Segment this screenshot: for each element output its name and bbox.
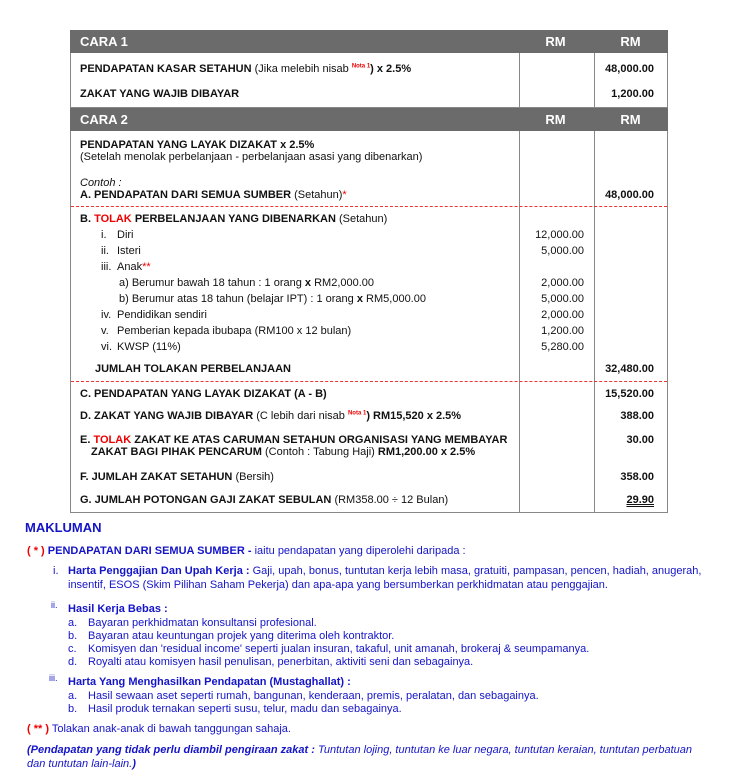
double-star-mark: ( ** ) — [27, 723, 49, 735]
row-g-value: 29.90 — [626, 494, 654, 506]
cara1-body — [70, 53, 668, 108]
row-e-prefix: E. — [80, 434, 91, 446]
item-label: KWSP (11%) — [117, 341, 181, 353]
item-value: 12,000.00 — [535, 229, 584, 241]
list-text: Hasil produk ternakan seperti susu, telur, madu dan sebagainya. — [88, 703, 402, 715]
item-num: v. — [101, 325, 109, 337]
list-text: Hasil sewaan aset seperti rumah, bangunan, kenderaan, premis, peralatan, dan sebagainya. — [88, 690, 539, 702]
item-label2: RM2,000.00 — [314, 277, 375, 289]
item-label2: RM5,000.00 — [366, 293, 426, 305]
iii-title: Harta Yang Menghasilkan Pendapatan (Mustaghallat) : — [68, 676, 351, 688]
item-value: 5,000.00 — [541, 293, 584, 305]
row-a-label: A. PENDAPATAN DARI SEMUA SUMBER — [80, 189, 292, 201]
excluded-income-note-line2 — [27, 758, 136, 770]
list-letter: c. — [68, 643, 77, 655]
double-star-note-row — [27, 723, 291, 735]
cara1-row2-label: ZAKAT YANG WAJIB DIBAYAR — [80, 88, 240, 100]
row-b-label: PERBELANJAAN YANG DIBENARKAN — [134, 213, 336, 225]
row-d-note: (C lebih dari nisab — [256, 410, 345, 422]
dashed-divider — [71, 206, 667, 207]
item-num: iii. — [101, 261, 112, 273]
cara2-body — [70, 131, 668, 513]
item-num: iv. — [101, 309, 112, 321]
list-letter: a. — [68, 617, 78, 629]
item-value: 2,000.00 — [541, 277, 584, 289]
row-e-note2: RM1,200.00 x 2.5% — [377, 446, 476, 458]
item-label: Pendidikan sendiri — [117, 309, 207, 321]
star-text: iaitu pendapatan yang diperolehi daripada : — [254, 545, 466, 557]
ii-item-b — [68, 630, 395, 642]
iii-num: iii. — [49, 673, 58, 683]
i-row — [68, 565, 701, 577]
item-star: ** — [142, 261, 151, 273]
excluded-note-title: (Pendapatan yang tidak perlu diambil pengiraan zakat : — [27, 744, 315, 756]
row-a-star: * — [342, 189, 347, 201]
list-letter: d. — [68, 656, 78, 668]
row-e-note: (Contoh : Tabung Haji) — [264, 446, 375, 458]
item-num: vi. — [101, 341, 112, 353]
jumlah-label: JUMLAH TOLAKAN PERBELANJAAN — [95, 363, 291, 375]
cara2-header — [70, 108, 668, 131]
double-star-text: Tolakan anak-anak di bawah tanggungan sahaja. — [51, 723, 291, 735]
item-label: Anak — [117, 261, 143, 273]
cara1-header — [70, 30, 668, 53]
excluded-note-text: Tuntutan lojing, tuntutan ke luar negara, tuntutan keraian, tuntutan perbatuan — [317, 744, 693, 756]
item-num: i. — [101, 229, 107, 241]
zakat-calculation-table — [70, 30, 668, 513]
row-g-label: G. JUMLAH POTONGAN GAJI ZAKAT SEBULAN — [80, 494, 332, 506]
cara1-rm-col2: RM — [620, 34, 641, 49]
item-label: Isteri — [117, 245, 141, 257]
cara2-rm-col1: RM — [545, 112, 566, 127]
nota-1-mark: Nota 1 — [347, 410, 367, 417]
item-label: Pemberian kepada ibubapa (RM100 x 12 bulan) — [117, 325, 352, 337]
ii-item-d — [68, 656, 474, 668]
item-value: 2,000.00 — [541, 309, 584, 321]
row-b-prefix: B. — [80, 213, 91, 225]
item-label: a) Berumur bawah 18 tahun : 1 orang — [119, 277, 302, 289]
nota-1-mark: Nota 1 — [351, 63, 371, 70]
list-letter: a. — [68, 690, 78, 702]
cara2-formula-title: PENDAPATAN YANG LAYAK DIZAKAT x 2.5% — [80, 139, 315, 151]
cara1-row1-label: PENDAPATAN KASAR SETAHUN — [80, 63, 252, 75]
row-f-note: (Bersih) — [235, 471, 274, 483]
ii-title: Hasil Kerja Bebas : — [68, 603, 168, 615]
list-text: Bayaran perkhidmatan konsultansi profesional. — [88, 617, 317, 629]
cara1-title: CARA 1 — [80, 34, 128, 49]
row-c-label: C. PENDAPATAN YANG LAYAK DIZAKAT (A - B) — [80, 388, 327, 400]
row-a-note: (Setahun) — [294, 189, 343, 201]
list-text: Bayaran atau keuntungan projek yang diterima oleh kontraktor. — [88, 630, 395, 642]
i-text: Gaji, upah, bonus, tuntutan kerja lebih masa, gratuiti, pampasan, pencen, hadiah, anugerah, — [252, 565, 702, 577]
item-multiply: x — [356, 293, 363, 305]
excluded-note-text2: dan tuntutan lain-lain. — [27, 758, 133, 770]
row-e-tolak: TOLAK — [93, 434, 132, 446]
cara1-row1-value: 48,000.00 — [605, 63, 654, 75]
iii-item-a — [68, 690, 539, 702]
row-d-label: D. ZAKAT YANG WAJIB DIBAYAR — [80, 410, 254, 422]
ii-num: ii. — [51, 600, 58, 610]
item-num: ii. — [101, 245, 109, 257]
item-label: Diri — [117, 229, 134, 241]
star-note-row — [27, 545, 466, 557]
row-c-value: 15,520.00 — [605, 388, 654, 400]
i-text2: insentif, ESOS (Skim Pilihan Saham Pekerja) dan apa-apa yang bersumberkan perkhidmatan atau penggajian. — [68, 579, 608, 591]
row-b-note: (Setahun) — [338, 213, 388, 225]
list-text: Komisyen dan 'residual income' seperti jualan insuran, takaful, unit amanah, brokeraj & seumpamanya. — [88, 643, 590, 655]
iii-item-b — [68, 703, 402, 715]
cara1-row1-note-post: ) x 2.5% — [370, 63, 412, 75]
item-value: 5,280.00 — [541, 341, 584, 353]
jumlah-value: 32,480.00 — [605, 363, 654, 375]
cara2-title: CARA 2 — [80, 112, 128, 127]
row-d-value: 388.00 — [620, 410, 654, 422]
cara1-row2-value: 1,200.00 — [611, 88, 654, 100]
item-value: 1,200.00 — [541, 325, 584, 337]
item-value: 5,000.00 — [541, 245, 584, 257]
star-mark: ( * ) — [27, 545, 45, 557]
row-a-value: 48,000.00 — [605, 189, 654, 201]
item-label: b) Berumur atas 18 tahun (belajar IPT) : 1 orang — [119, 293, 354, 305]
star-label: PENDAPATAN DARI SEMUA SUMBER - — [47, 545, 252, 557]
contoh-label: Contoh : — [80, 177, 122, 189]
row-f-label: F. JUMLAH ZAKAT SETAHUN — [80, 471, 233, 483]
row-e-label: ZAKAT KE ATAS CARUMAN SETAHUN ORGANISASI YANG MEMBAYAR — [134, 434, 508, 446]
row-e-line2-label: ZAKAT BAGI PIHAK PENCARUM — [91, 446, 262, 458]
list-text: Royalti atau komisyen hasil penulisan, penerbitan, aktiviti seni dan sebagainya. — [88, 656, 474, 668]
ii-item-a — [68, 617, 317, 629]
cara2-subtitle: (Setelah menolak perbelanjaan - perbelanjaan asasi yang dibenarkan) — [80, 151, 423, 163]
excluded-income-note — [27, 744, 692, 756]
cara1-rm-col1: RM — [545, 34, 566, 49]
item-multiply: x — [304, 277, 312, 289]
cara1-row1-note: (Jika melebih nisab — [254, 63, 349, 75]
row-f-value: 358.00 — [620, 471, 654, 483]
row-d-note-post: ) RM15,520 x 2.5% — [366, 410, 462, 422]
ii-item-c — [68, 643, 590, 655]
dashed-divider — [71, 381, 667, 382]
cara2-rm-col2: RM — [620, 112, 641, 127]
i-num: i. — [53, 565, 59, 577]
makluman-title: MAKLUMAN — [25, 520, 102, 535]
row-b-tolak: TOLAK — [94, 213, 132, 225]
i-title: Harta Penggajian Dan Upah Kerja : — [68, 565, 250, 577]
list-letter: b. — [68, 630, 78, 642]
excluded-note-close: ) — [132, 758, 136, 770]
list-letter: b. — [68, 703, 78, 715]
row-e-value: 30.00 — [626, 434, 654, 446]
row-g-note: (RM358.00 ÷ 12 Bulan) — [334, 494, 449, 506]
